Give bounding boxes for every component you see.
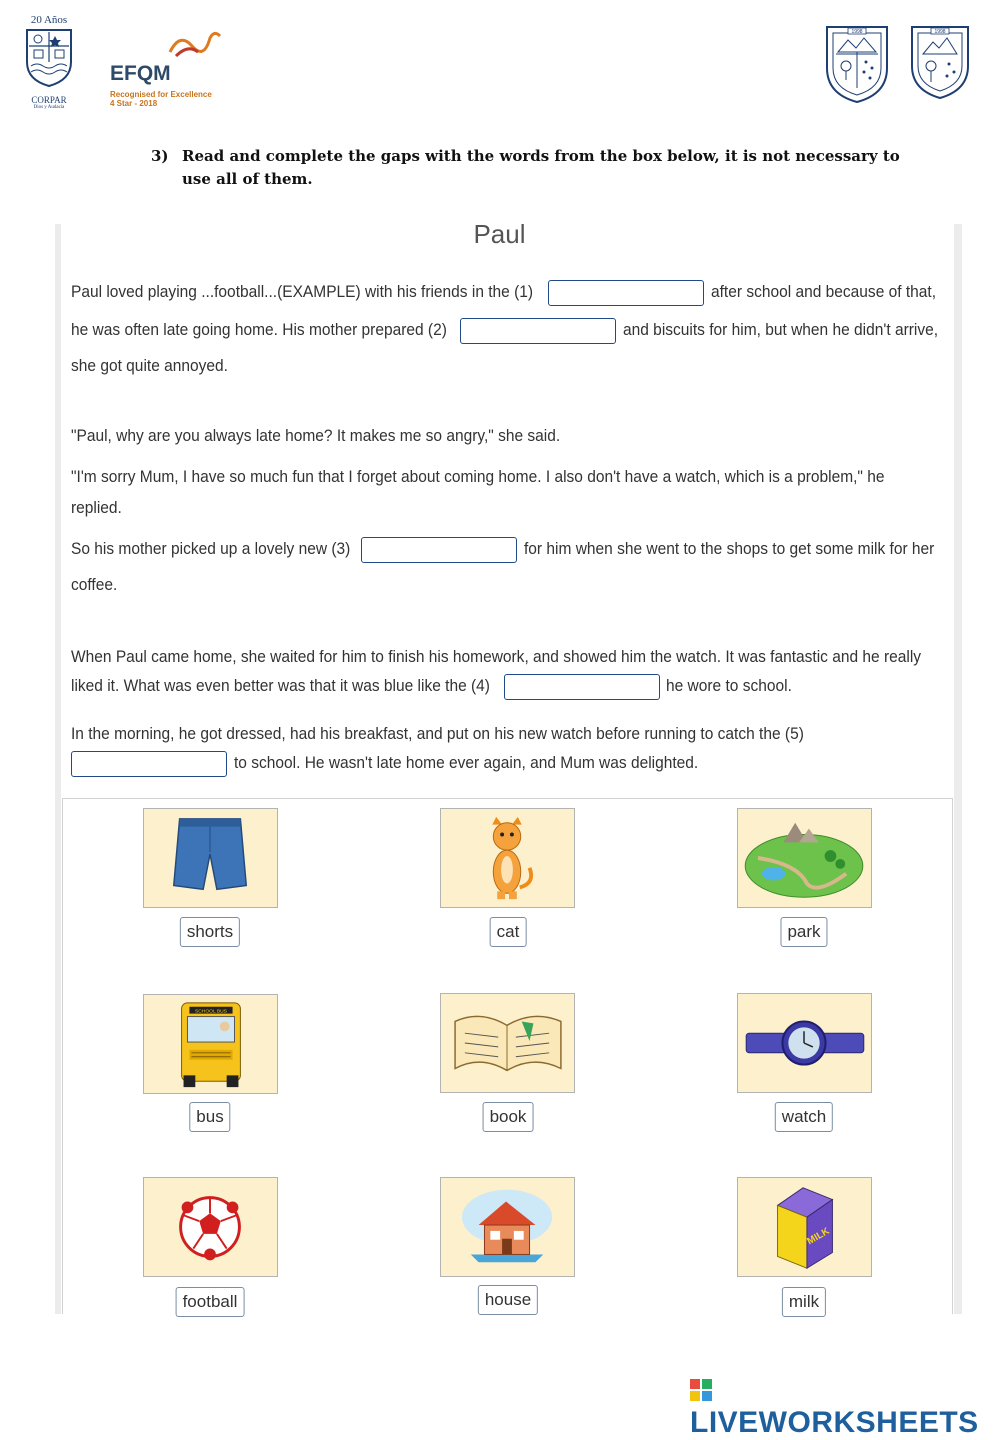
gap-3-input[interactable] bbox=[361, 537, 517, 563]
cat-icon bbox=[441, 809, 574, 907]
efqm-name: EFQM bbox=[110, 62, 171, 85]
bus-sign-text: SCHOOL BUS bbox=[195, 1009, 227, 1015]
liveworksheets-brand bbox=[690, 1372, 999, 1440]
word-book[interactable]: book bbox=[483, 1102, 534, 1132]
bus-icon bbox=[144, 995, 277, 1093]
house-icon bbox=[441, 1178, 574, 1276]
story-line-2a: he was often late going home. His mother prepared (2) bbox=[71, 321, 447, 339]
word-bank-border-right bbox=[952, 798, 953, 1314]
milk-icon bbox=[738, 1178, 871, 1276]
corpar-crest-icon bbox=[23, 26, 75, 88]
word-shorts[interactable]: shorts bbox=[180, 917, 240, 947]
corpar-years: 20 Años bbox=[30, 14, 68, 26]
story-line-8: coffee. bbox=[71, 576, 118, 594]
efqm-recognition-text: Recognised for Excellence bbox=[110, 90, 212, 99]
gap-1-input[interactable] bbox=[548, 280, 704, 306]
watch-icon bbox=[738, 994, 871, 1092]
story-line-12: to school. He wasn't late home ever again, and Mum was delighted. bbox=[234, 754, 699, 772]
watch-picture bbox=[737, 993, 872, 1093]
school-shield-right-icon bbox=[909, 24, 971, 100]
instruction-number: 3) bbox=[151, 147, 169, 165]
instruction bbox=[151, 145, 911, 191]
word-watch[interactable]: watch bbox=[775, 1102, 833, 1132]
cat-picture bbox=[440, 808, 575, 908]
shorts-icon bbox=[144, 809, 277, 907]
story-line-3: she got quite annoyed. bbox=[71, 357, 228, 375]
story-line-4: "Paul, why are you always late home? It makes me so angry," she said. bbox=[71, 427, 561, 445]
bus-picture bbox=[143, 994, 278, 1094]
milk-picture bbox=[737, 1177, 872, 1277]
efqm-rating-text: 4 Star - 2018 bbox=[110, 99, 158, 108]
football-picture bbox=[143, 1177, 278, 1277]
story-line-11: In the morning, he got dressed, had his breakfast, and put on his new watch before running to catch the (5) bbox=[71, 725, 804, 743]
gap-5-input[interactable] bbox=[71, 751, 227, 777]
shield-year-right: 1998 bbox=[934, 29, 946, 35]
word-bank-border-left bbox=[62, 798, 63, 1314]
liveworksheets-text: LIVEWORKSHEETS bbox=[690, 1406, 979, 1439]
park-picture bbox=[737, 808, 872, 908]
word-milk[interactable]: milk bbox=[782, 1287, 826, 1317]
book-picture bbox=[440, 993, 575, 1093]
story-line-1b: after school and because of that, bbox=[711, 283, 937, 301]
gap-4-input[interactable] bbox=[504, 674, 660, 700]
word-house[interactable]: house bbox=[478, 1285, 538, 1315]
word-cat[interactable]: cat bbox=[490, 917, 527, 947]
instruction-text: Read and complete the gaps with the words from the box below, it is not necessary to use all of them. bbox=[182, 147, 900, 188]
story-line-10a: liked it. What was even better was that it was blue like the (4) bbox=[71, 677, 490, 695]
football-icon bbox=[144, 1178, 277, 1276]
efqm-swirl-icon bbox=[166, 30, 226, 60]
efqm-recognition bbox=[110, 90, 240, 108]
word-football[interactable]: football bbox=[176, 1287, 245, 1317]
story-line-7a: So his mother picked up a lovely new (3) bbox=[71, 540, 351, 558]
story-line-5: "I'm sorry Mum, I have so much fun that I forget about coming home. I also don't have a watch, which is a problem," he bbox=[71, 468, 885, 486]
corpar-logo bbox=[18, 14, 80, 110]
corpar-motto: Dios y Audacia bbox=[33, 105, 65, 110]
milk-label-text: MILK bbox=[805, 1225, 832, 1248]
story-line-6: replied. bbox=[71, 499, 122, 517]
park-icon bbox=[738, 809, 871, 907]
house-picture bbox=[440, 1177, 575, 1277]
word-park[interactable]: park bbox=[780, 917, 827, 947]
story-title: Paul bbox=[473, 219, 526, 249]
school-shield-left-icon bbox=[824, 24, 890, 104]
corpar-name: CORPAR bbox=[31, 95, 67, 105]
story-line-2b: and biscuits for him, but when he didn't arrive, bbox=[623, 321, 939, 339]
liveworksheets-logo-icon bbox=[690, 1379, 712, 1401]
gap-2-input[interactable] bbox=[460, 318, 616, 344]
story-line-7b: for him when she went to the shops to get some milk for her bbox=[524, 540, 935, 558]
shield-year-left: 1998 bbox=[851, 29, 863, 35]
story-line-9: When Paul came home, she waited for him to finish his homework, and showed him the watch. It was fantastic and he really bbox=[71, 648, 922, 666]
story-line-1a: Paul loved playing ...football...(EXAMPLE) with his friends in the (1) bbox=[71, 283, 534, 301]
word-bank-divider bbox=[62, 798, 952, 799]
story-line-10b: he wore to school. bbox=[666, 677, 792, 695]
book-icon bbox=[441, 994, 574, 1092]
shorts-picture bbox=[143, 808, 278, 908]
word-bus[interactable]: bus bbox=[189, 1102, 230, 1132]
